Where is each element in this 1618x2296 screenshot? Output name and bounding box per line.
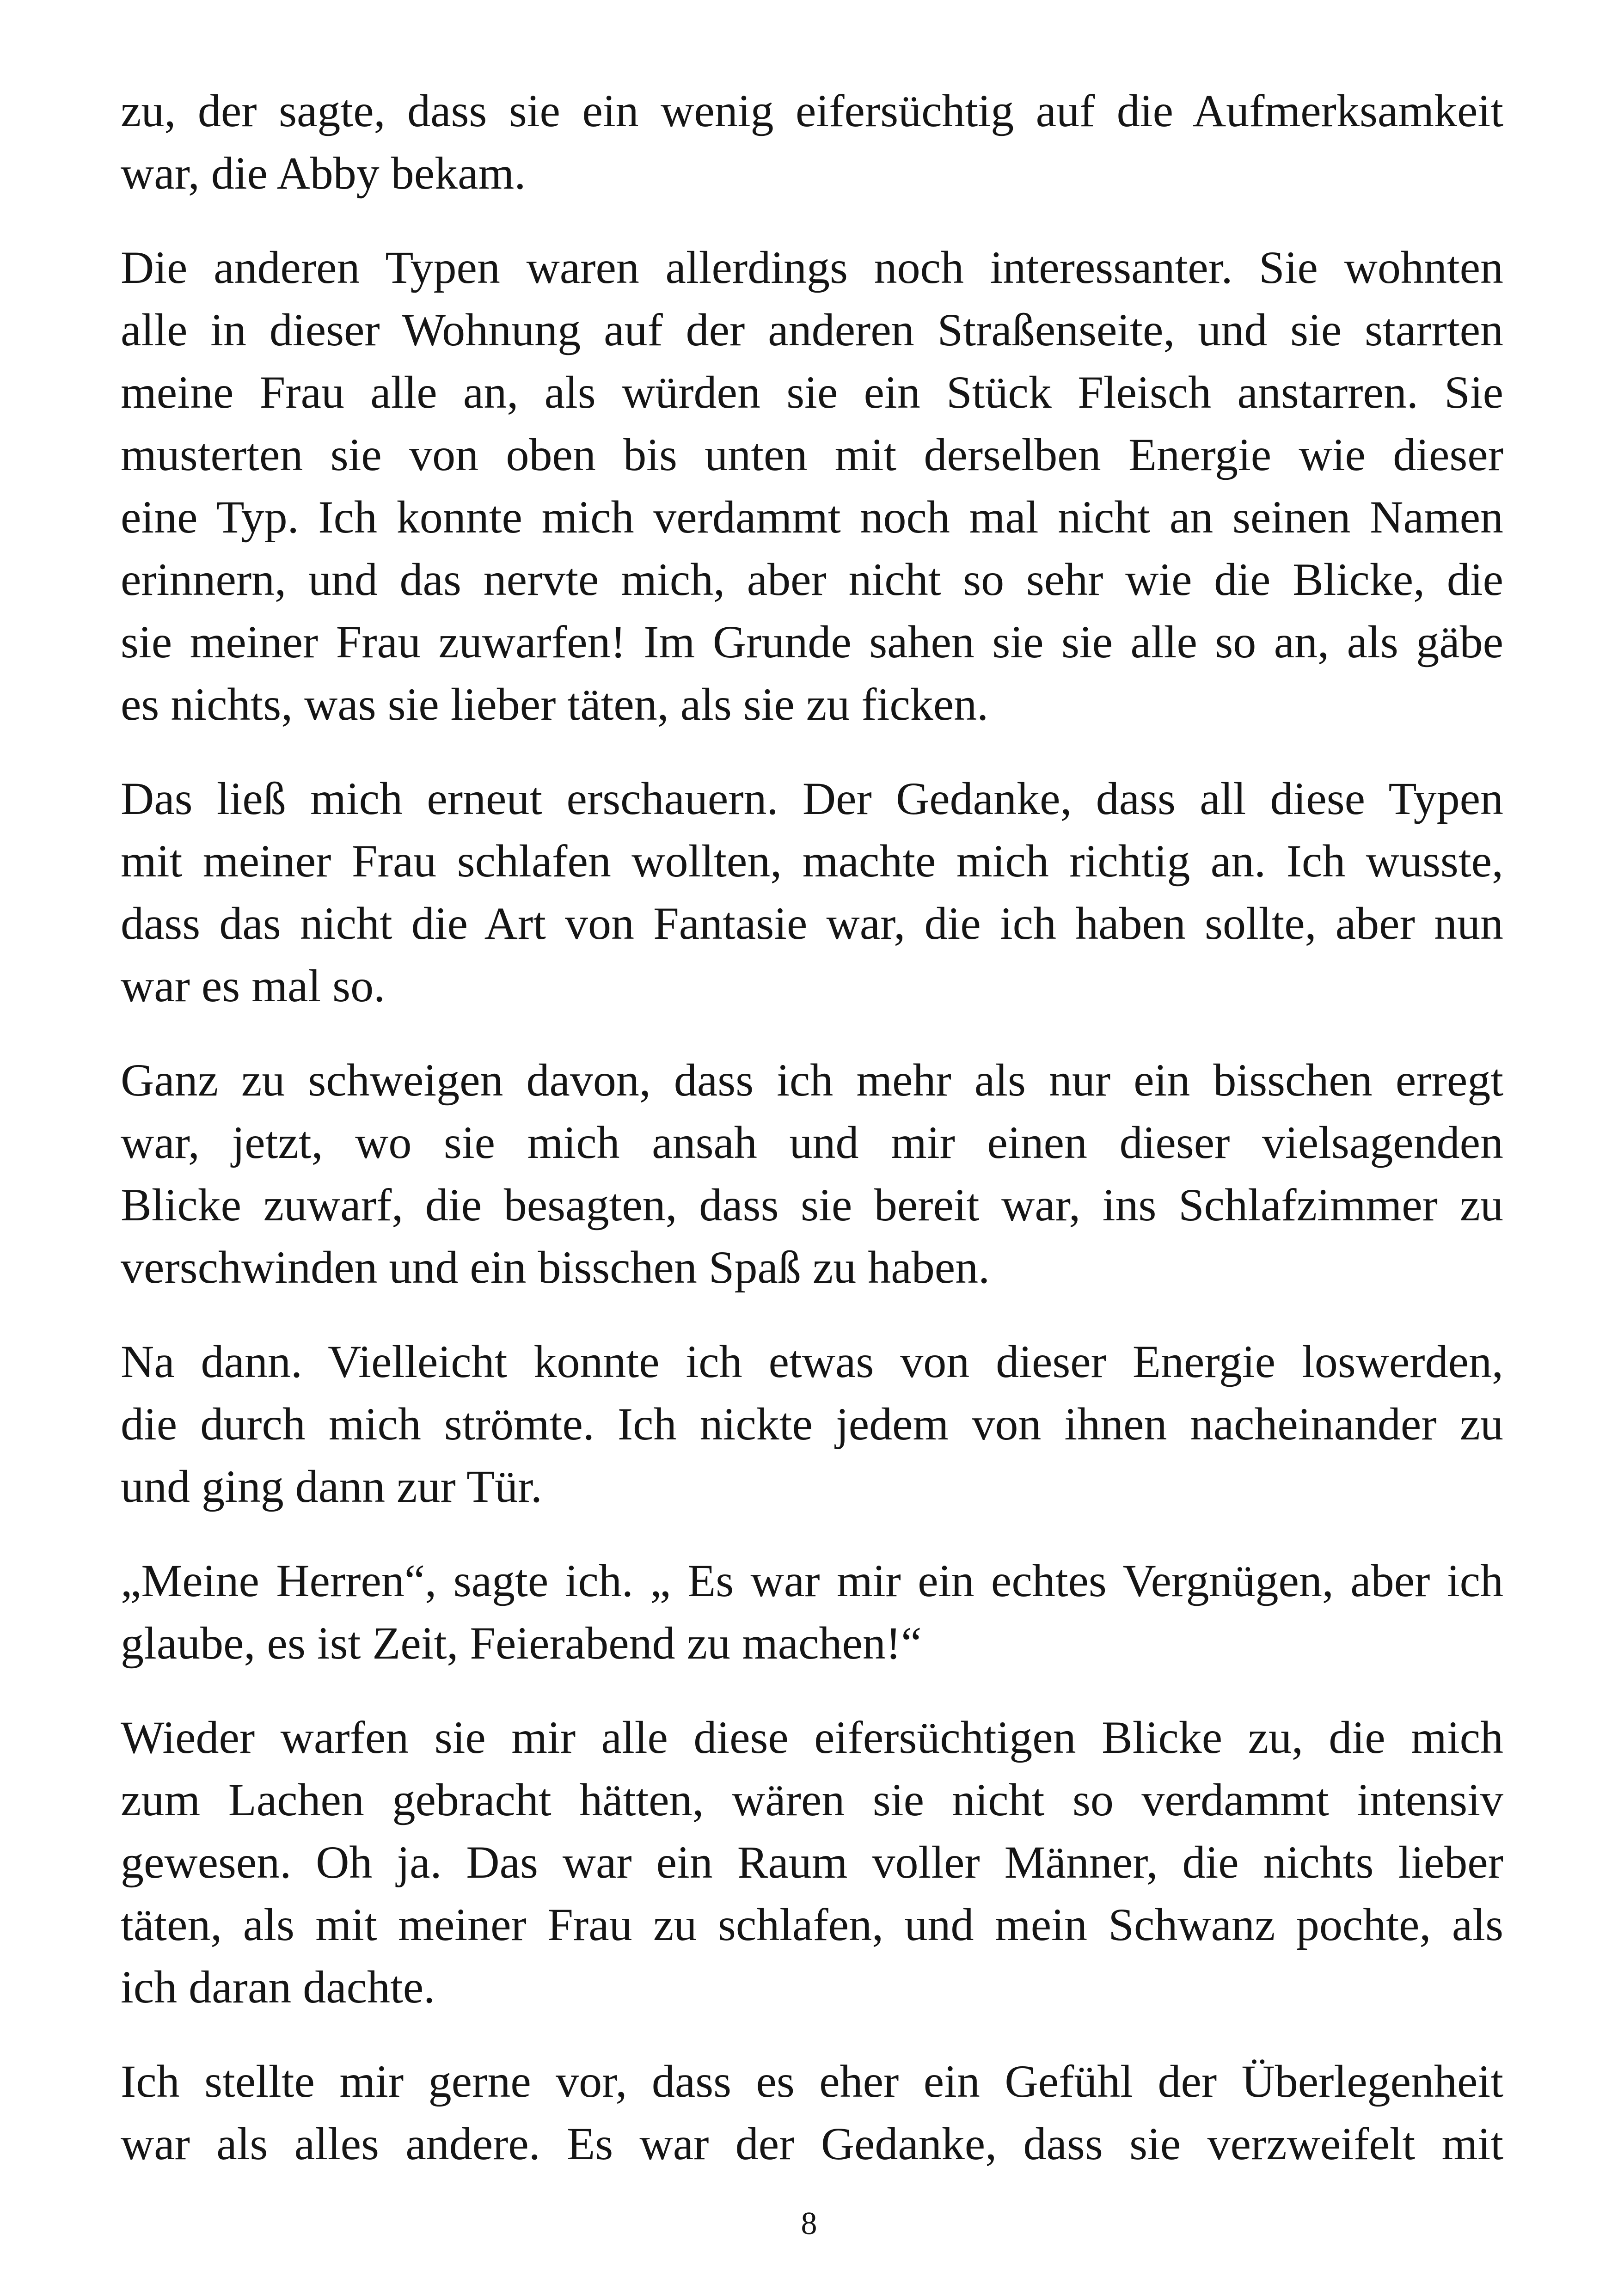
text-line: Ich stellte mir gerne vor, dass es eher ein Gefühl der Überlegenheit <box>121 2056 1503 2107</box>
text-line: ich daran dachte. <box>121 1961 435 2013</box>
text-line: täten, als mit meiner Frau zu schlafen, und mein Schwanz pochte, als <box>121 1899 1503 1950</box>
text-line: gewesen. Oh ja. Das war ein Raum voller Männer, die nichts lieber <box>121 1837 1503 1888</box>
text-line: mit meiner Frau schlafen wollten, machte mich richtig an. Ich wusste, <box>121 835 1503 887</box>
text-line: Wieder warfen sie mir alle diese eifersüchtigen Blicke zu, die mich <box>121 1712 1503 1763</box>
text-line: sie meiner Frau zuwarfen! Im Grunde sahen sie sie alle so an, als gäbe <box>121 616 1503 667</box>
text-line: Blicke zuwarf, die besagten, dass sie bereit war, ins Schlafzimmer zu <box>121 1179 1503 1231</box>
text-line: Die anderen Typen waren allerdings noch interessanter. Sie wohnten <box>121 242 1503 293</box>
paragraph <box>121 236 1503 735</box>
paragraph <box>121 80 1503 204</box>
paragraph <box>121 1549 1503 1674</box>
paragraph <box>121 2050 1503 2175</box>
text-line: Das ließ mich erneut erschauern. Der Gedanke, dass all diese Typen <box>121 773 1503 824</box>
text-line: zu, der sagte, dass sie ein wenig eifersüchtig auf die Aufmerksamkeit <box>121 85 1503 136</box>
text-line: alle in dieser Wohnung auf der anderen Straßenseite, und sie starrten <box>121 304 1503 355</box>
text-line: Ganz zu schweigen davon, dass ich mehr als nur ein bisschen erregt <box>121 1054 1503 1106</box>
text-line: es nichts, was sie lieber täten, als sie zu ficken. <box>121 679 989 730</box>
text-line: war, die Abby bekam. <box>121 147 526 199</box>
text-line: war es mal so. <box>121 960 386 1011</box>
text-line: verschwinden und ein bisschen Spaß zu haben. <box>121 1242 990 1293</box>
text-line: Na dann. Vielleicht konnte ich etwas von dieser Energie loswerden, <box>121 1336 1503 1387</box>
paragraph <box>121 1049 1503 1298</box>
text-line: zum Lachen gebracht hätten, wären sie nicht so verdammt intensiv <box>121 1774 1503 1825</box>
text-line: die durch mich strömte. Ich nickte jedem von ihnen nacheinander zu <box>121 1398 1503 1450</box>
text-line: musterten sie von oben bis unten mit derselben Energie wie dieser <box>121 429 1503 480</box>
text-line: und ging dann zur Tür. <box>121 1461 542 1512</box>
text-line: erinnern, und das nervte mich, aber nicht so sehr wie die Blicke, die <box>121 554 1503 605</box>
text-line: „Meine Herren“, sagte ich. „ Es war mir ein echtes Vergnügen, aber ich <box>121 1555 1503 1606</box>
paragraph <box>121 767 1503 1017</box>
text-line: dass das nicht die Art von Fantasie war, die ich haben sollte, aber nun <box>121 898 1503 949</box>
text-line: war, jetzt, wo sie mich ansah und mir einen dieser vielsagenden <box>121 1117 1503 1168</box>
text-line: eine Typ. Ich konnte mich verdammt noch mal nicht an seinen Namen <box>121 491 1503 543</box>
text-line: meine Frau alle an, als würden sie ein Stück Fleisch anstarren. Sie <box>121 367 1503 418</box>
text-line: war als alles andere. Es war der Gedanke, dass sie verzweifelt mit <box>121 2118 1503 2169</box>
page-number: 8 <box>801 2206 817 2241</box>
page-body-text <box>121 80 1503 2175</box>
paragraph <box>121 1706 1503 2018</box>
text-line: glaube, es ist Zeit, Feierabend zu machen!“ <box>121 1617 922 1669</box>
paragraph <box>121 1330 1503 1518</box>
